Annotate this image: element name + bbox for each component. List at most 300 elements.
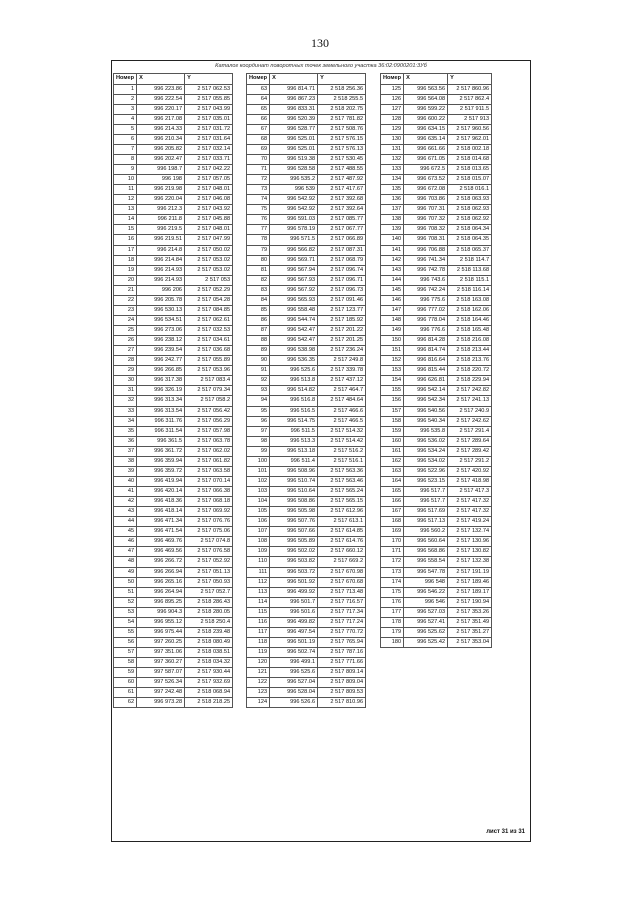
- y-coordinate: 2 517 353.26: [448, 607, 492, 617]
- x-coordinate: 996 672.5: [404, 165, 448, 175]
- y-coordinate: 2 517 132.74: [448, 527, 492, 537]
- x-coordinate: 996 505.89: [270, 537, 318, 547]
- y-coordinate: 2 517 045.88: [185, 215, 233, 225]
- x-coordinate: 996 544.74: [270, 315, 318, 325]
- y-coordinate: 2 517 466.5: [318, 416, 366, 426]
- table-row: [247, 597, 366, 607]
- table-row: [114, 607, 233, 617]
- point-number: 19: [114, 265, 137, 275]
- table-row: [381, 175, 492, 185]
- table-row: [114, 104, 233, 114]
- x-coordinate: 996 569.71: [270, 255, 318, 265]
- point-number: 97: [247, 426, 270, 436]
- x-coordinate: 996 418.36: [137, 497, 185, 507]
- point-number: 32: [114, 396, 137, 406]
- y-coordinate: 2 517 487.92: [318, 175, 366, 185]
- table-row: [114, 497, 233, 507]
- x-coordinate: 996 634.15: [404, 124, 448, 134]
- x-coordinate: 996 707.32: [404, 215, 448, 225]
- point-number: 117: [247, 627, 270, 637]
- point-number: 45: [114, 527, 137, 537]
- point-number: 65: [247, 104, 270, 114]
- y-coordinate: 2 517 614.76: [318, 537, 366, 547]
- table-row: [114, 406, 233, 416]
- x-coordinate: 996 548: [404, 577, 448, 587]
- y-coordinate: 2 517 516.1: [318, 456, 366, 466]
- y-coordinate: 2 517 242.62: [448, 416, 492, 426]
- x-coordinate: 996 528.58: [270, 165, 318, 175]
- table-row: [114, 426, 233, 436]
- point-number: 4: [114, 114, 137, 124]
- table-row: [381, 144, 492, 154]
- y-coordinate: 2 517 576.15: [318, 134, 366, 144]
- table-row: [114, 84, 233, 94]
- y-coordinate: 2 517 418.98: [448, 476, 492, 486]
- y-coordinate: 2 517 075.06: [185, 527, 233, 537]
- x-coordinate: 996 513.18: [270, 446, 318, 456]
- point-number: 98: [247, 436, 270, 446]
- point-number: 21: [114, 285, 137, 295]
- x-coordinate: 997 587.07: [137, 668, 185, 678]
- table-row: [247, 466, 366, 476]
- table-row: [114, 336, 233, 346]
- x-coordinate: 996 565.93: [270, 295, 318, 305]
- point-number: 20: [114, 275, 137, 285]
- point-number: 104: [247, 497, 270, 507]
- y-coordinate: 2 517 291.4: [448, 426, 492, 436]
- table-row: [381, 396, 492, 406]
- x-coordinate: 996 206: [137, 285, 185, 295]
- x-coordinate: 996 311.54: [137, 426, 185, 436]
- y-coordinate: 2 518 165.48: [448, 326, 492, 336]
- y-coordinate: 2 517 076.76: [185, 517, 233, 527]
- y-coordinate: 2 517 417.32: [448, 497, 492, 507]
- x-coordinate: 996 567.92: [270, 285, 318, 295]
- y-coordinate: 2 517 074.8: [185, 537, 233, 547]
- point-number: 149: [381, 326, 404, 336]
- table-row: [114, 688, 233, 698]
- table-row: [114, 326, 233, 336]
- y-coordinate: 2 517 046.08: [185, 195, 233, 205]
- y-coordinate: 2 518 014.68: [448, 154, 492, 164]
- x-coordinate: 996 198.7: [137, 165, 185, 175]
- x-coordinate: 996 707.31: [404, 205, 448, 215]
- x-coordinate: 997 260.25: [137, 637, 185, 647]
- point-number: 157: [381, 406, 404, 416]
- table-row: [247, 557, 366, 567]
- x-coordinate: 996 507.76: [270, 517, 318, 527]
- y-coordinate: 2 517 353.04: [448, 637, 492, 647]
- table-row: [247, 607, 366, 617]
- point-number: 175: [381, 587, 404, 597]
- point-number: 10: [114, 175, 137, 185]
- x-coordinate: 996 497.54: [270, 627, 318, 637]
- table-row: [247, 587, 366, 597]
- x-coordinate: 996 535.2: [270, 175, 318, 185]
- point-number: 66: [247, 114, 270, 124]
- table-row: [114, 215, 233, 225]
- y-coordinate: 2 517 717.34: [318, 607, 366, 617]
- table-row: [247, 154, 366, 164]
- table-row: [247, 406, 366, 416]
- x-coordinate: 996 317.38: [137, 376, 185, 386]
- point-number: 158: [381, 416, 404, 426]
- x-coordinate: 996 547.78: [404, 567, 448, 577]
- y-coordinate: 2 517 717.24: [318, 617, 366, 627]
- y-coordinate: 2 517 962.01: [448, 134, 492, 144]
- y-coordinate: 2 517 351.49: [448, 617, 492, 627]
- y-coordinate: 2 517 289.42: [448, 446, 492, 456]
- x-coordinate: 996 511.4: [270, 456, 318, 466]
- table-row: [381, 265, 492, 275]
- y-coordinate: 2 517 185.92: [318, 315, 366, 325]
- table-row: [114, 305, 233, 315]
- point-number: 11: [114, 185, 137, 195]
- point-number: 48: [114, 557, 137, 567]
- x-coordinate: 996 239.54: [137, 346, 185, 356]
- point-number: 59: [114, 668, 137, 678]
- table-row: [381, 94, 492, 104]
- point-number: 129: [381, 124, 404, 134]
- y-coordinate: 2 517 614.85: [318, 527, 366, 537]
- x-coordinate: 996 523.15: [404, 476, 448, 486]
- point-number: 16: [114, 235, 137, 245]
- point-number: 146: [381, 295, 404, 305]
- y-coordinate: 2 517 087.31: [318, 245, 366, 255]
- y-coordinate: 2 517 417.3: [448, 487, 492, 497]
- x-coordinate: 996 420.14: [137, 487, 185, 497]
- table-row: [381, 285, 492, 295]
- y-coordinate: 2 517 530.45: [318, 154, 366, 164]
- table-row: [114, 114, 233, 124]
- y-coordinate: 2 518 163.08: [448, 295, 492, 305]
- table-row: [247, 527, 366, 537]
- point-number: 69: [247, 144, 270, 154]
- table-row: [381, 315, 492, 325]
- y-coordinate: 2 518 063.93: [448, 195, 492, 205]
- point-number: 110: [247, 557, 270, 567]
- x-coordinate: 996 513.3: [270, 436, 318, 446]
- point-number: 37: [114, 446, 137, 456]
- y-coordinate: 2 517 031.72: [185, 124, 233, 134]
- table-row: [247, 517, 366, 527]
- table-row: [381, 577, 492, 587]
- point-number: 57: [114, 648, 137, 658]
- point-number: 132: [381, 154, 404, 164]
- point-number: 138: [381, 215, 404, 225]
- x-coordinate: 996 202.47: [137, 154, 185, 164]
- x-coordinate: 996 313.54: [137, 406, 185, 416]
- point-number: 76: [247, 215, 270, 225]
- x-coordinate: 996 528.04: [270, 688, 318, 698]
- y-coordinate: 2 517 563.46: [318, 476, 366, 486]
- point-number: 28: [114, 356, 137, 366]
- table-row: [247, 507, 366, 517]
- point-number: 55: [114, 627, 137, 637]
- table-row: [114, 547, 233, 557]
- table-row: [381, 567, 492, 577]
- point-number: 161: [381, 446, 404, 456]
- x-coordinate: 996 635.14: [404, 134, 448, 144]
- x-coordinate: 997 351.06: [137, 648, 185, 658]
- point-number: 133: [381, 165, 404, 175]
- table-row: [114, 235, 233, 245]
- point-number: 154: [381, 376, 404, 386]
- y-coordinate: 2 517 860.96: [448, 84, 492, 94]
- point-number: 96: [247, 416, 270, 426]
- x-coordinate: 996 503.72: [270, 567, 318, 577]
- header-number: Номер: [247, 74, 270, 85]
- header-y: Y: [185, 74, 233, 85]
- point-number: 130: [381, 134, 404, 144]
- y-coordinate: 2 518 002.18: [448, 144, 492, 154]
- table-row: [247, 205, 366, 215]
- table-row: [114, 567, 233, 577]
- table-row: [114, 285, 233, 295]
- y-coordinate: 2 518 062.93: [448, 205, 492, 215]
- y-coordinate: 2 517 050.93: [185, 577, 233, 587]
- point-number: 2: [114, 94, 137, 104]
- y-coordinate: 2 517 932.69: [185, 678, 233, 688]
- table-row: [247, 104, 366, 114]
- point-number: 142: [381, 255, 404, 265]
- y-coordinate: 2 517 781.82: [318, 114, 366, 124]
- x-coordinate: 996 210.34: [137, 134, 185, 144]
- point-number: 125: [381, 84, 404, 94]
- x-coordinate: 996 471.34: [137, 517, 185, 527]
- point-number: 29: [114, 366, 137, 376]
- point-number: 24: [114, 315, 137, 325]
- x-coordinate: 996 661.66: [404, 144, 448, 154]
- point-number: 61: [114, 688, 137, 698]
- table-row: [381, 527, 492, 537]
- y-coordinate: 2 517 033.71: [185, 154, 233, 164]
- x-coordinate: 996 527.04: [270, 678, 318, 688]
- table-row: [114, 225, 233, 235]
- table-row: [247, 678, 366, 688]
- table-row: [114, 416, 233, 426]
- x-coordinate: 996 499.82: [270, 617, 318, 627]
- x-coordinate: 996 814.74: [404, 346, 448, 356]
- x-coordinate: 996 508.96: [270, 466, 318, 476]
- table-row: [114, 658, 233, 668]
- table-row: [381, 426, 492, 436]
- table-row: [381, 476, 492, 486]
- point-number: 159: [381, 426, 404, 436]
- table-row: [381, 185, 492, 195]
- y-coordinate: 2 518 068.94: [185, 688, 233, 698]
- x-coordinate: 996 542.14: [404, 386, 448, 396]
- point-number: 156: [381, 396, 404, 406]
- table-row: [247, 688, 366, 698]
- y-coordinate: 2 517 291.2: [448, 456, 492, 466]
- table-row: [114, 124, 233, 134]
- x-coordinate: 996 219.98: [137, 185, 185, 195]
- y-coordinate: 2 518 116.14: [448, 285, 492, 295]
- point-number: 79: [247, 245, 270, 255]
- sheet-counter: лист 31 из 31: [486, 829, 525, 835]
- x-coordinate: 996 214.84: [137, 255, 185, 265]
- y-coordinate: 2 517 062.61: [185, 315, 233, 325]
- point-number: 46: [114, 537, 137, 547]
- point-number: 150: [381, 336, 404, 346]
- table-row: [381, 627, 492, 637]
- table-row: [114, 537, 233, 547]
- table-row: [247, 567, 366, 577]
- y-coordinate: 2 517 488.55: [318, 165, 366, 175]
- x-coordinate: 996 560.64: [404, 537, 448, 547]
- y-coordinate: 2 517 123.77: [318, 305, 366, 315]
- table-row: [381, 225, 492, 235]
- point-number: 111: [247, 567, 270, 577]
- x-coordinate: 996 217.08: [137, 114, 185, 124]
- point-number: 145: [381, 285, 404, 295]
- x-coordinate: 996 501.19: [270, 637, 318, 647]
- x-coordinate: 996 266.94: [137, 567, 185, 577]
- table-row: [247, 698, 366, 708]
- x-coordinate: 996 742.24: [404, 285, 448, 295]
- x-coordinate: 996 708.31: [404, 235, 448, 245]
- table-row: [381, 456, 492, 466]
- header-y: Y: [448, 74, 492, 85]
- y-coordinate: 2 518 256.36: [318, 84, 366, 94]
- point-number: 51: [114, 587, 137, 597]
- table-row: [114, 466, 233, 476]
- x-coordinate: 996 706.88: [404, 245, 448, 255]
- point-number: 151: [381, 346, 404, 356]
- table-row: [381, 507, 492, 517]
- y-coordinate: 2 517 062.02: [185, 446, 233, 456]
- x-coordinate: 996 568.86: [404, 547, 448, 557]
- y-coordinate: 2 517 056.42: [185, 406, 233, 416]
- table-row: [381, 637, 492, 647]
- x-coordinate: 996 242.77: [137, 356, 185, 366]
- y-coordinate: 2 517 035.01: [185, 114, 233, 124]
- y-coordinate: 2 517 770.72: [318, 627, 366, 637]
- point-number: 5: [114, 124, 137, 134]
- point-number: 38: [114, 456, 137, 466]
- y-coordinate: 2 517 484.64: [318, 396, 366, 406]
- y-coordinate: 2 517 085.77: [318, 215, 366, 225]
- x-coordinate: 996 563.56: [404, 84, 448, 94]
- x-coordinate: 996 214.8: [137, 245, 185, 255]
- point-number: 47: [114, 547, 137, 557]
- y-coordinate: 2 517 911.5: [448, 104, 492, 114]
- x-coordinate: 996 815.44: [404, 366, 448, 376]
- table-row: [114, 577, 233, 587]
- y-coordinate: 2 517 056.29: [185, 416, 233, 426]
- y-coordinate: 2 517 713.48: [318, 587, 366, 597]
- point-number: 114: [247, 597, 270, 607]
- table-row: [114, 94, 233, 104]
- table-row: [381, 607, 492, 617]
- x-coordinate: 996 266.72: [137, 557, 185, 567]
- point-number: 77: [247, 225, 270, 235]
- table-row: [247, 94, 366, 104]
- x-coordinate: 996 219.5: [137, 225, 185, 235]
- x-coordinate: 996 833.31: [270, 104, 318, 114]
- y-coordinate: 2 517 063.78: [185, 436, 233, 446]
- point-number: 58: [114, 658, 137, 668]
- point-number: 121: [247, 668, 270, 678]
- y-coordinate: 2 518 013.65: [448, 165, 492, 175]
- y-coordinate: 2 517 771.66: [318, 658, 366, 668]
- x-coordinate: 996 514.82: [270, 386, 318, 396]
- table-row: [381, 487, 492, 497]
- table-row: [114, 648, 233, 658]
- x-coordinate: 996 530.13: [137, 305, 185, 315]
- point-number: 153: [381, 366, 404, 376]
- x-coordinate: 996 534.24: [404, 446, 448, 456]
- y-coordinate: 2 517 613.1: [318, 517, 366, 527]
- table-row: [114, 456, 233, 466]
- point-number: 43: [114, 507, 137, 517]
- x-coordinate: 996 361.5: [137, 436, 185, 446]
- table-row: [114, 265, 233, 275]
- y-coordinate: 2 517 810.96: [318, 698, 366, 708]
- point-number: 75: [247, 205, 270, 215]
- y-coordinate: 2 517 419.24: [448, 517, 492, 527]
- coordinates-table-1: [113, 73, 233, 708]
- table-row: [247, 255, 366, 265]
- point-number: 168: [381, 517, 404, 527]
- point-number: 103: [247, 487, 270, 497]
- y-coordinate: 2 517 417.32: [448, 507, 492, 517]
- table-row: [381, 376, 492, 386]
- table-row: [247, 265, 366, 275]
- point-number: 31: [114, 386, 137, 396]
- y-coordinate: 2 517 670.68: [318, 577, 366, 587]
- y-coordinate: 2 518 218.25: [185, 698, 233, 708]
- x-coordinate: 996 238.12: [137, 336, 185, 346]
- y-coordinate: 2 517 047.99: [185, 235, 233, 245]
- table-row: [381, 205, 492, 215]
- point-number: 165: [381, 487, 404, 497]
- y-coordinate: 2 517 862.4: [448, 94, 492, 104]
- table-row: [247, 356, 366, 366]
- x-coordinate: 996 895.25: [137, 597, 185, 607]
- table-row: [247, 225, 366, 235]
- table-row: [381, 255, 492, 265]
- table-row: [114, 346, 233, 356]
- point-number: 26: [114, 336, 137, 346]
- table-row: [247, 275, 366, 285]
- x-coordinate: 996 205.82: [137, 144, 185, 154]
- point-number: 9: [114, 165, 137, 175]
- y-coordinate: 2 517 079.34: [185, 386, 233, 396]
- point-number: 36: [114, 436, 137, 446]
- x-coordinate: 996 546: [404, 597, 448, 607]
- point-number: 30: [114, 376, 137, 386]
- point-number: 102: [247, 476, 270, 486]
- x-coordinate: 996 742.78: [404, 265, 448, 275]
- y-coordinate: 2 517 031.64: [185, 134, 233, 144]
- point-number: 136: [381, 195, 404, 205]
- y-coordinate: 2 517 048.01: [185, 225, 233, 235]
- y-coordinate: 2 517 565.24: [318, 487, 366, 497]
- table-row: [114, 386, 233, 396]
- x-coordinate: 996 419.94: [137, 476, 185, 486]
- x-coordinate: 996 671.05: [404, 154, 448, 164]
- y-coordinate: 2 518 064.35: [448, 235, 492, 245]
- point-number: 179: [381, 627, 404, 637]
- table-row: [247, 366, 366, 376]
- point-number: 120: [247, 658, 270, 668]
- table-row: [381, 124, 492, 134]
- point-number: 118: [247, 637, 270, 647]
- point-number: 49: [114, 567, 137, 577]
- y-coordinate: 2 518 216.08: [448, 336, 492, 346]
